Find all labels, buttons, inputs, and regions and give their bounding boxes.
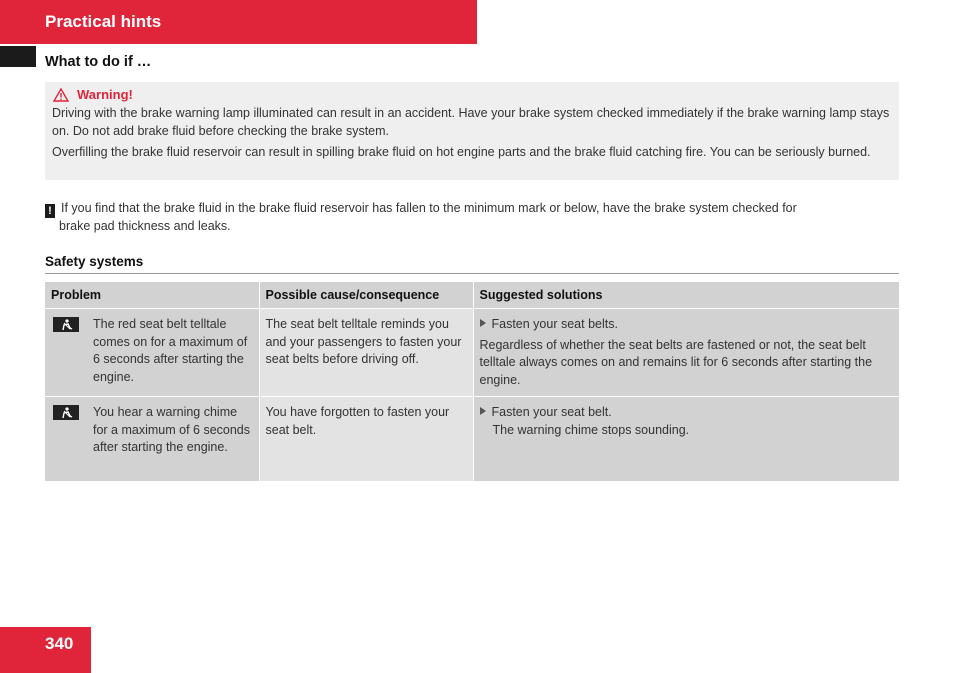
table-row (45, 397, 899, 481)
seat-belt-telltale-icon (53, 405, 79, 420)
step-arrow-icon (480, 319, 486, 327)
warning-header (53, 87, 133, 102)
warning-paragraph-2: Overfilling the brake fluid reservoir can result in spilling brake fluid on hot engine parts and the brake fluid catching fire. You can be seriously burned. (52, 145, 871, 159)
section-title: What to do if … (45, 54, 152, 70)
heading-divider (45, 273, 899, 274)
note-line-2: brake pad thickness and leaks. (59, 219, 231, 233)
safety-systems-table (45, 282, 900, 481)
column-header-problem: Problem (45, 282, 259, 309)
column-header-cause: Possible cause/consequence (259, 282, 473, 309)
step-arrow-icon (480, 407, 486, 415)
note-line-1: If you find that the brake fluid in the brake fluid reservoir has fallen to the minimum mark or below, have the brake system checked for (61, 201, 797, 215)
solution-extra: Regardless of whether the seat belts are fastened or not, the seat belt telltale always comes on and remains lit for 6 seconds after starting the engine. (479, 337, 873, 387)
warning-box (45, 82, 899, 180)
seat-belt-telltale-icon (53, 317, 79, 332)
caution-note (45, 200, 895, 236)
solution-cell (473, 397, 899, 481)
warning-label: Warning! (77, 87, 133, 102)
solution-extra: The warning chime stops sounding. (492, 422, 690, 437)
cause-cell: The seat belt telltale reminds you and your passengers to fasten your seat belts before driving off. (259, 309, 473, 397)
problem-cell (45, 309, 259, 397)
problem-cell (45, 397, 259, 481)
problem-text: You hear a warning chime for a maximum of 6 seconds after starting the engine. (93, 405, 251, 454)
solution-cell (473, 309, 899, 397)
caution-icon: ! (45, 204, 55, 218)
table-row (45, 309, 899, 397)
warning-triangle-icon (53, 88, 69, 102)
table-header-row (45, 282, 899, 309)
solution-step: Fasten your seat belts. (491, 317, 618, 331)
problem-text: The red seat belt telltale comes on for a maximum of 6 seconds after starting the engine. (93, 317, 248, 384)
warning-paragraph-1: Driving with the brake warning lamp illuminated can result in an accident. Have your brake system checked immediately if the brake warning lamp stays on. Do not add brake fluid before checking the brake system. (52, 106, 890, 138)
column-header-solutions: Suggested solutions (473, 282, 899, 309)
chapter-title: Practical hints (45, 12, 162, 31)
cause-cell: You have forgotten to fasten your seat belt. (259, 397, 473, 481)
page-number: 340 (45, 634, 74, 653)
solution-step: Fasten your seat belt. (491, 405, 612, 419)
safety-systems-heading: Safety systems (45, 254, 144, 269)
section-marker (0, 46, 36, 67)
